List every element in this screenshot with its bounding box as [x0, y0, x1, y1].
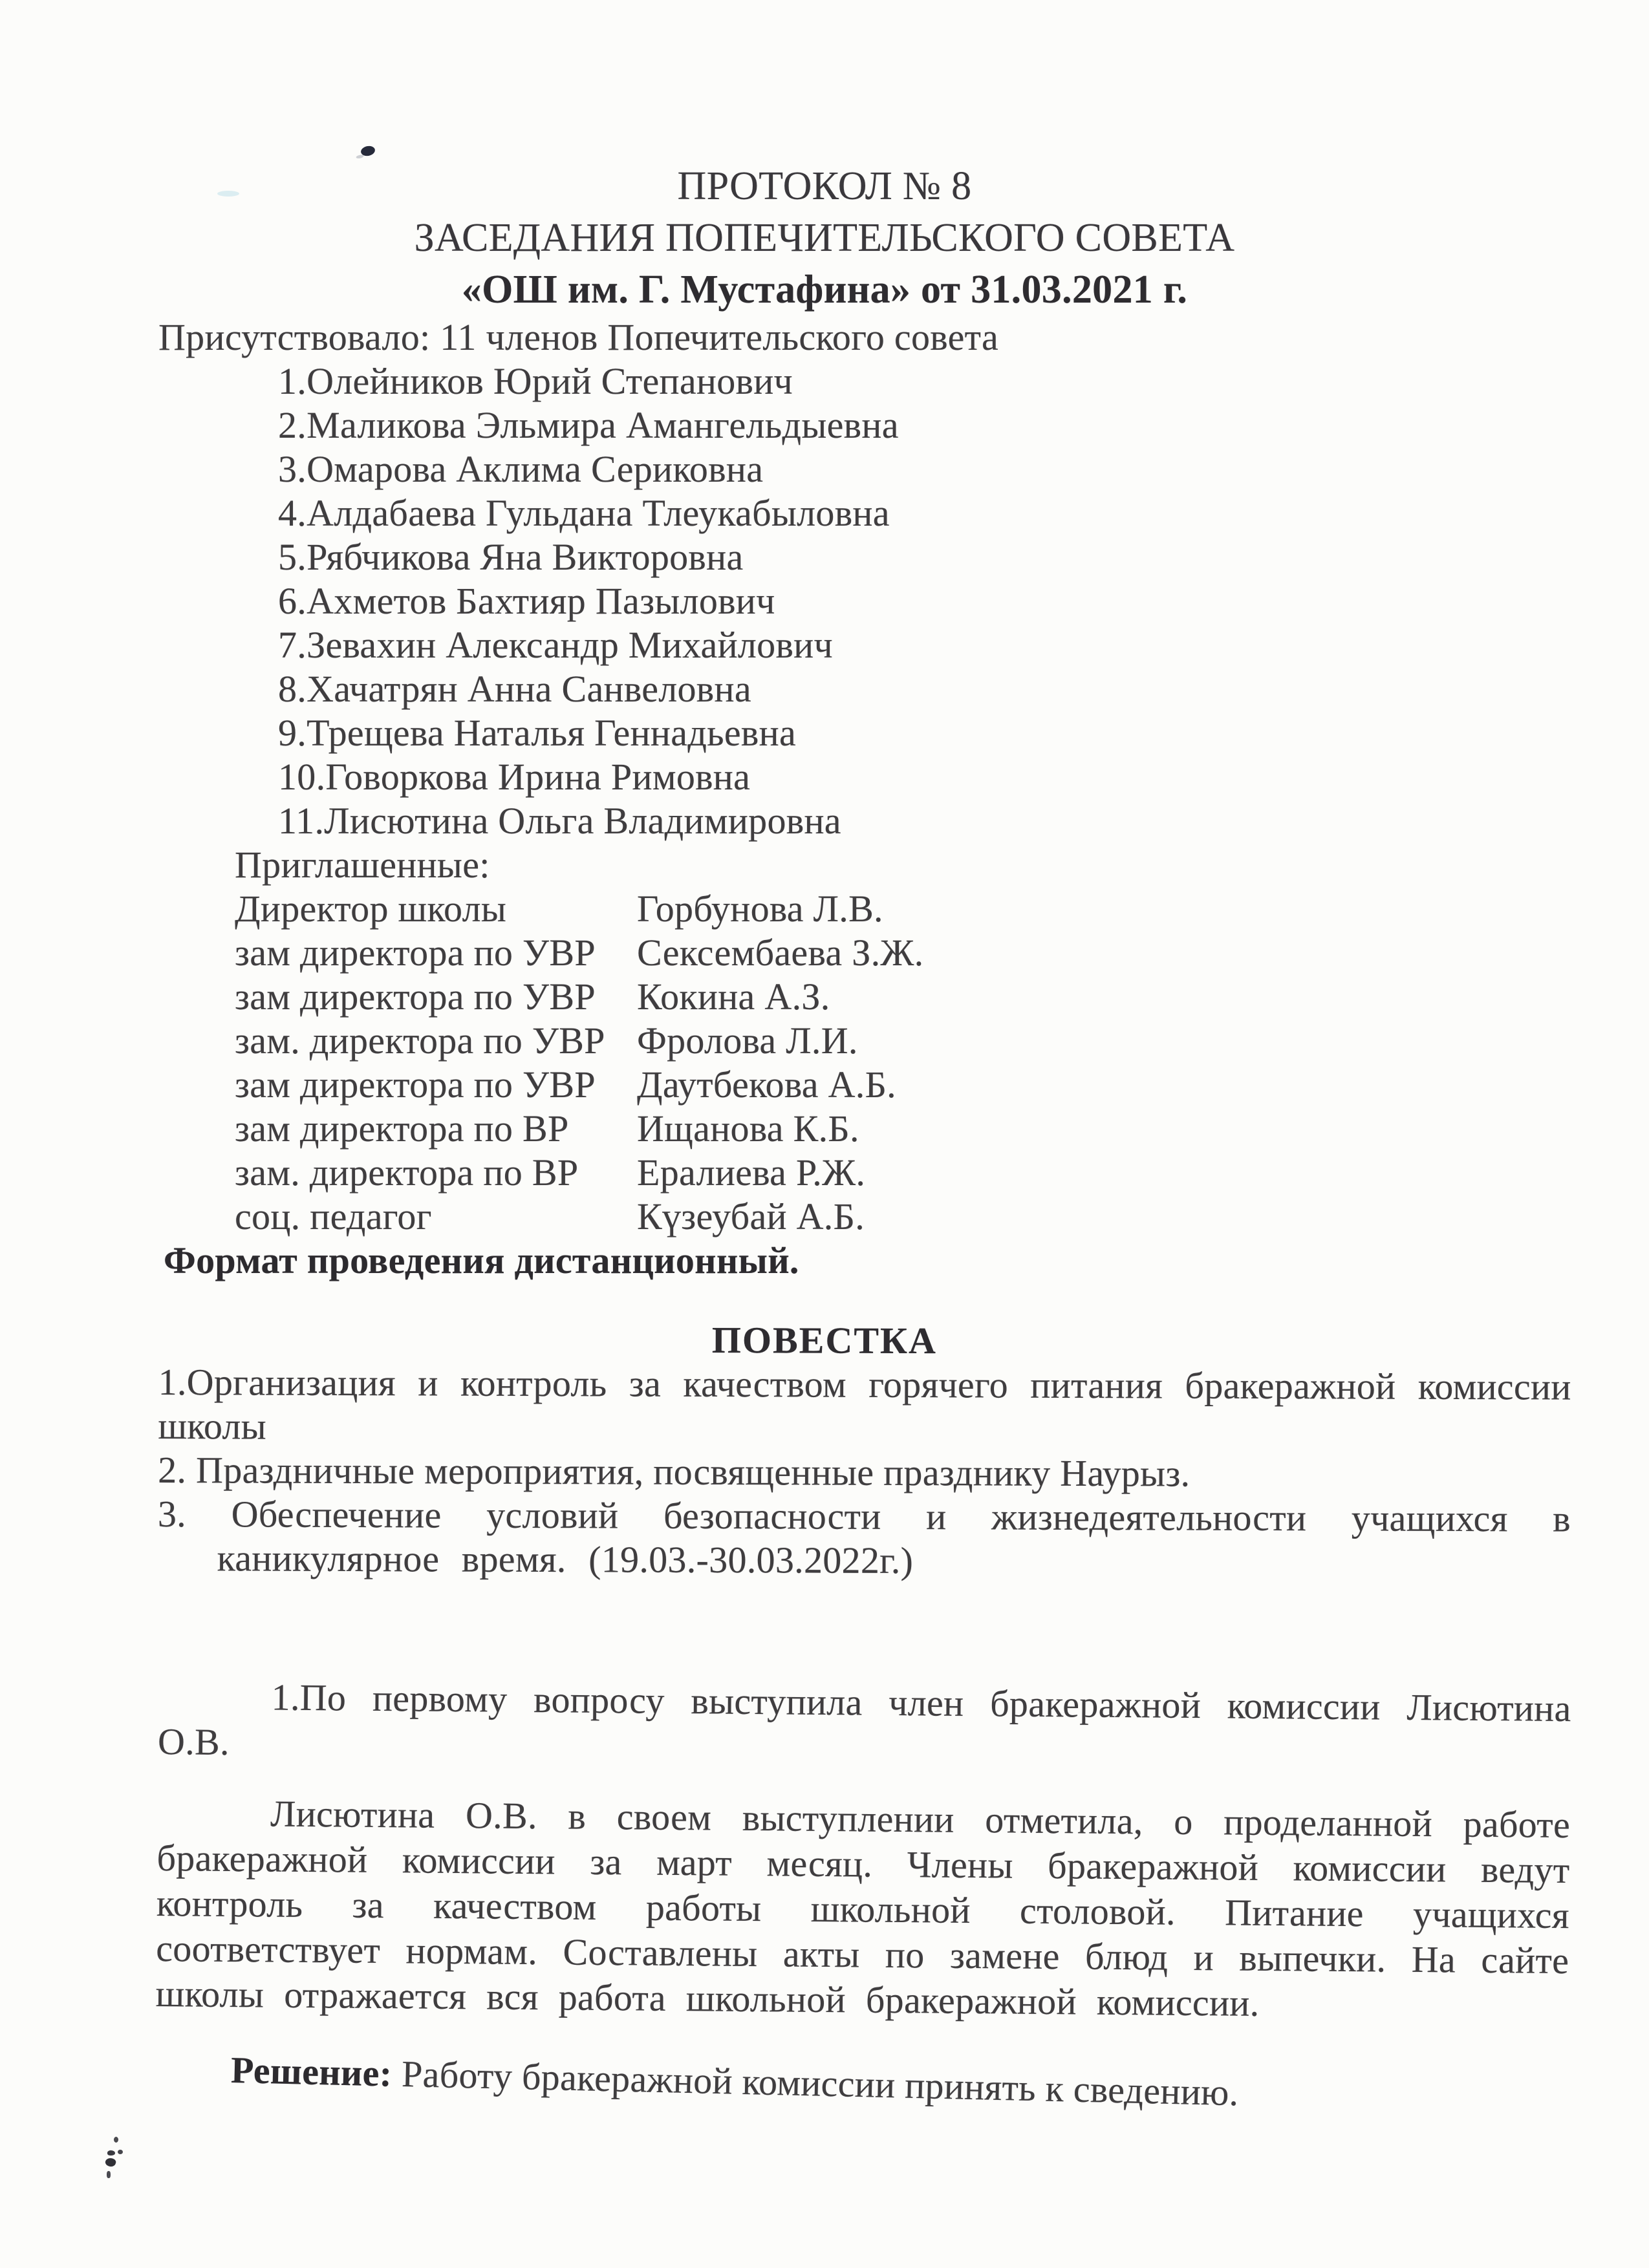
member-item: 7.Зевахин Александр Михайлович: [278, 624, 833, 666]
invited-list: [158, 887, 1571, 1239]
member-list: [158, 359, 1571, 843]
decision-text: Работу бракеражной комиссии принять к сведению.: [401, 2053, 1240, 2114]
speaker-report-paragraph: Лисютина О.В. в своем выступлении отметила, о проделанной работе бракеражной комиссии за март месяц. Члены бракеражной комиссии ведут контроль за качеством работы школьной столовой. Питание учащихся соответствует нормам. Составлены акты по замене блюд и выпечки. На сайте школы отражается вся работа школьной бракеражной комиссии.: [155, 1792, 1571, 2024]
question-1-paragraph: 1.По первому вопросу выступила член бракеражной комиссии Лисютина О.В.: [157, 1676, 1571, 1763]
member-item: 11.Лисютина Ольга Владимировна: [278, 800, 841, 842]
agenda-item-3: 3. Обеспечение условий безопасности и жизнедеятельности учащихся в каникулярное время. (19.03.-30.03.2022г.): [157, 1492, 1571, 1582]
ink-speck: [104, 2157, 116, 2168]
member-item: 9.Трещева Наталья Геннадьевна: [278, 712, 796, 754]
document-header: [0, 160, 1649, 316]
member-item: 6.Ахметов Бахтияр Пазылович: [278, 580, 775, 622]
meeting-title: ЗАСЕДАНИЯ ПОПЕЧИТЕЛЬСКОГО СОВЕТА: [414, 216, 1235, 260]
ink-speck: [118, 2150, 123, 2154]
invited-row: [235, 1107, 1571, 1151]
protocol-title: ПРОТОКОЛ № 8: [677, 164, 972, 208]
invited-name: Ищанова К.Б.: [637, 1107, 859, 1150]
agenda-heading: ПОВЕСТКА: [711, 1318, 938, 1362]
invited-name: Горбунова Л.В.: [637, 888, 883, 930]
ink-speck: [107, 2171, 111, 2178]
invited-row: [235, 975, 1571, 1019]
member-item: 1.Олейников Юрий Степанович: [278, 360, 793, 402]
invited-name: Фролова Л.И.: [637, 1020, 858, 1062]
invited-name: Даутбекова А.Б.: [637, 1064, 896, 1106]
decision-line: [230, 2048, 1571, 2123]
invited-role: соц. педагог: [235, 1195, 432, 1237]
present-count-line: Присутствовало: 11 членов Попечительского совета: [158, 316, 999, 358]
member-item: 2.Маликова Эльмира Амангельдыевна: [278, 404, 899, 446]
invited-name: Сексембаева З.Ж.: [637, 932, 924, 974]
invited-role: зам. директора по УВР: [235, 1020, 605, 1062]
minutes-body: [155, 1674, 1571, 2029]
agenda-section: [158, 1316, 1571, 1585]
member-item: 10.Говоркова Ирина Римовна: [278, 756, 751, 798]
member-item: 3.Омарова Аклима Сериковна: [278, 448, 764, 490]
format-line: Формат проведения дистанционный.: [164, 1239, 799, 1281]
document-content: [155, 0, 1571, 2114]
invited-row: [235, 887, 1571, 931]
ink-speck: [107, 2150, 115, 2156]
agenda-item-2: 2. Праздничные мероприятия, посвященные празднику Наурыз.: [158, 1448, 1191, 1495]
invited-heading: Приглашенные:: [235, 844, 490, 886]
invited-role: зам. директора по ВР: [235, 1151, 579, 1193]
invited-row: [235, 1019, 1571, 1063]
member-item: 5.Рябчикова Яна Викторовна: [278, 536, 744, 578]
invited-role: зам директора по УВР: [235, 932, 596, 974]
invited-role: зам директора по УВР: [235, 976, 596, 1018]
invited-row: [235, 1063, 1571, 1107]
invited-name: Ералиева Р.Ж.: [637, 1151, 866, 1193]
member-item: 4.Алдабаева Гульдана Тлеукабыловна: [278, 492, 890, 534]
invited-row: [235, 931, 1571, 975]
invited-row: [235, 1195, 1571, 1239]
invited-role: зам директора по УВР: [235, 1064, 596, 1106]
invited-row: [235, 1151, 1571, 1195]
school-and-date: «ОШ им. Г. Мустафина» от 31.03.2021 г.: [461, 268, 1188, 312]
agenda-item-1: 1.Организация и контроль за качеством горячего питания бракеражной комиссии школы: [158, 1360, 1571, 1448]
invited-role: зам директора по ВР: [235, 1107, 569, 1150]
member-item: 8.Хачатрян Анна Санвеловна: [278, 668, 751, 710]
ink-speck: [114, 2137, 118, 2143]
invited-name: Кокина А.З.: [637, 976, 830, 1018]
invited-role: Директор школы: [235, 888, 507, 930]
invited-name: Күзеубай А.Б.: [637, 1195, 865, 1237]
decision-label: Решение:: [230, 2049, 393, 2095]
